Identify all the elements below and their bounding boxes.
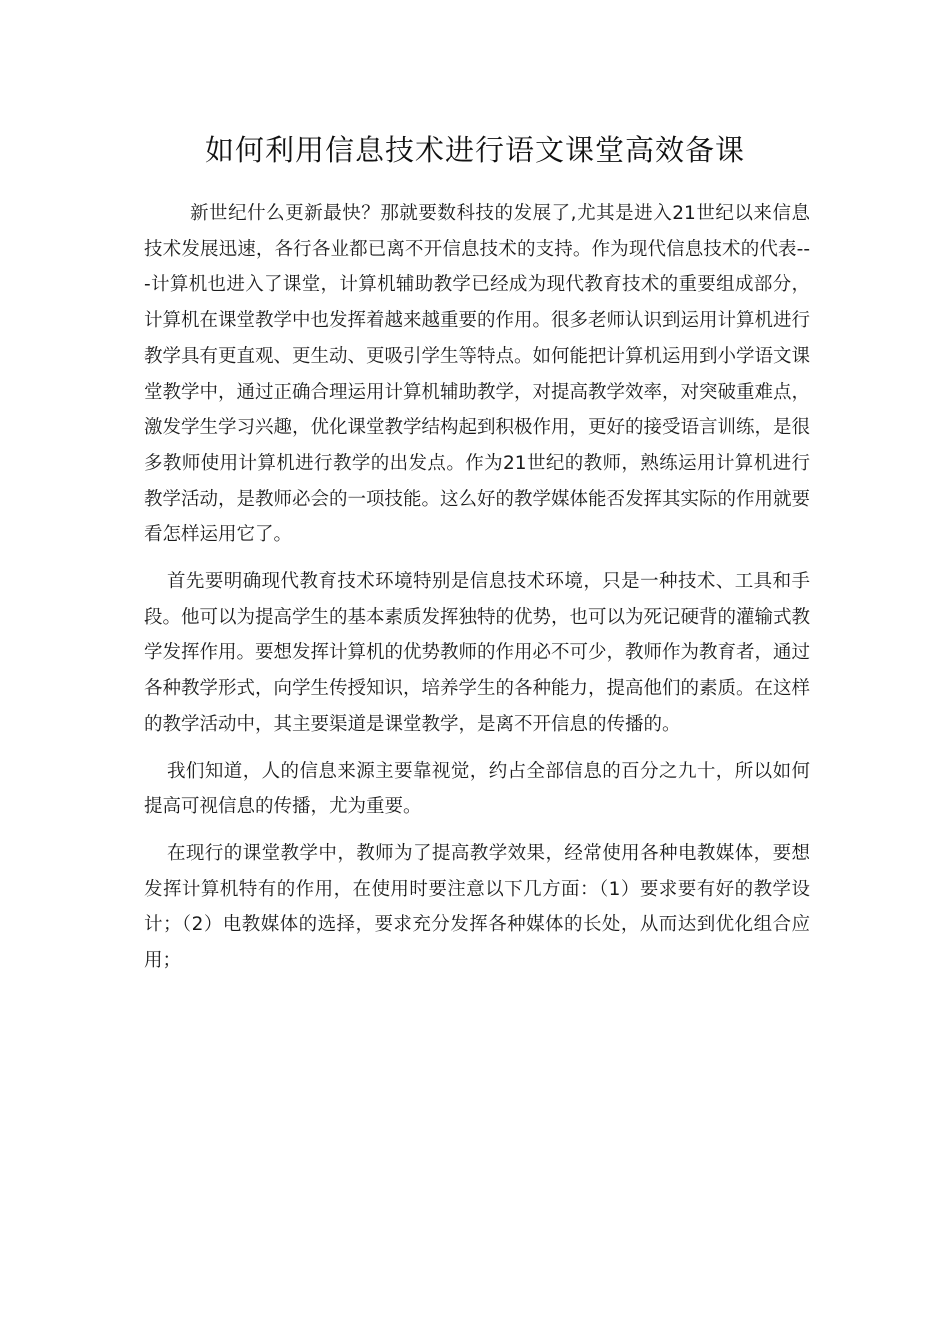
document-title: 如何利用信息技术进行语文课堂高效备课 <box>204 133 745 167</box>
paragraph-1: 新世纪什么更新最快？那就要数科技的发展了,尤其是进入21世纪以来信息技术发展迅速，各行各业都已离不开信息技术的支持。作为现代信息技术的代表---计算机也进入了课堂，计算机辅助教学已经成为现代教育技术的重要组成部分，计算机在课堂教学中也发挥着越来越重要的作用。很多老师认识到运用计算机进行教学具有更直观、更生动、更吸引学生等特点。如何能把计算机运用到小学语文课堂教学中，通过正确合理运用计算机辅助教学，对提高教学效率，对突破重难点，激发学生学习兴趣，优化课堂教学结构起到积极作用，更好的接受语言训练，是很多教师使用计算机进行教学的出发点。作为21世纪的教师，熟练运用计算机进行教学活动，是教师必会的一项技能。这么好的教学媒体能否发挥其实际的作用就要看怎样运用它了。 <box>144 203 811 546</box>
paragraph-4: 在现行的课堂教学中，教师为了提高教学效果，经常使用各种电教媒体，要想发挥计算机特有的作用，在使用时要注意以下几方面：（1）要求要有好的教学设计；（2）电教媒体的选择，要求充分发挥各种媒体的长处，从而达到优化组合应用； <box>144 842 810 972</box>
paragraph-2: 首先要明确现代教育技术环境特别是信息技术环境，只是一种技术、工具和手段。他可以为提高学生的基本素质发挥独特的优势，也可以为死记硬背的灌输式教学发挥作用。要想发挥计算机的优势教师的作用必不可少，教师作为教育者，通过各种教学形式，向学生传授知识，培养学生的各种能力，提高他们的素质。在这样的教学活动中，其主要渠道是课堂教学，是离不开信息的传播的。 <box>144 571 811 735</box>
paragraph-3: 我们知道，人的信息来源主要靠视觉，约占全部信息的百分之九十，所以如何提高可视信息的传播，尤为重要。 <box>144 760 810 818</box>
document-body <box>144 196 810 990</box>
